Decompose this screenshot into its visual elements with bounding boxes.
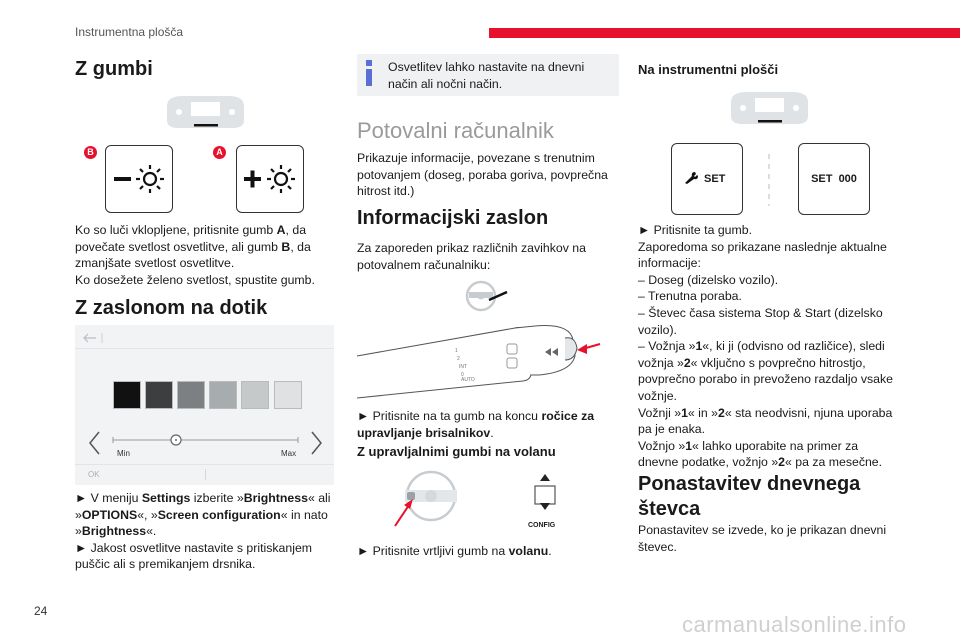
info-text: Osvetlitev lahko nastavite na dnevni način ali nočni način. — [388, 60, 585, 91]
wrench-icon — [684, 172, 698, 184]
minus-brightness-icon — [106, 146, 172, 212]
paragraph-wheel: ► Pritisnite vrtljivi gumb na volanu. — [357, 544, 552, 558]
heading-info-screen: Informacijski zaslon — [357, 207, 549, 229]
set-button — [671, 143, 743, 215]
paragraph-trip: Prikazuje informacije, povezane s trenutnim potovanjem (doseg, poraba goriva, povprečna hitrost itd.) — [357, 151, 608, 199]
paragraph-buttons: Ko so luči vklopljene, pritisnite gumb A, da povečate svetlost osvetlitve, ali gumb B, da zmanjšate svetlost osvetlitve. Ko dosežete želeno svetlost, spustite gumb. — [75, 223, 315, 287]
heading-reset-trip: Ponastavitev dnevnega števca — [638, 473, 861, 520]
dashboard-illustration — [727, 90, 812, 130]
plus-brightness-icon — [237, 146, 303, 212]
svg-text:2: 2 — [457, 356, 460, 362]
page-number: 24 — [34, 604, 48, 618]
steering-wheel-icon — [467, 282, 495, 310]
label-b: B — [84, 146, 97, 159]
config-button-icon — [530, 472, 560, 512]
paragraph-panel: ► Pritisnite ta gumb. Zaporedoma so prikazane naslednje aktualne informacije: – Doseg (dizelsko vozilo). – Trenutna poraba. – Števec časa sistema Stop & Start (dizelsko vozilo). – Vožnja »1«, ki ji (odvisno od različice), sledi vožnja »2« vključno s povprečno hitrostjo, povprečno porabo in prevoženo razdaljo vsake vožnje. Vožnji »1« in »2« sta neodvisni, njuna uporaba pa je enaka. Vožnjo »1« lahko uporabite na primer za dnevne podatke, vožnjo »2« pa za mesečne. — [638, 223, 893, 470]
brightness-swatch[interactable] — [145, 381, 173, 409]
brightness-swatch[interactable] — [209, 381, 237, 409]
left-arrow-icon — [90, 432, 99, 454]
ok-button[interactable]: OK — [88, 470, 100, 479]
brightness-swatch[interactable] — [274, 381, 302, 409]
paragraph-reset: Ponastavitev se izvede, ko je prikazan dnevni števec. — [638, 523, 887, 554]
wiper-stalk-illustration — [355, 278, 605, 408]
brightness-swatch[interactable] — [241, 381, 269, 409]
back-arrow-icon — [80, 330, 120, 346]
screen-divider — [75, 464, 334, 465]
dim-button-b — [105, 145, 173, 213]
screen-separator — [205, 469, 206, 480]
heading-touchscreen: Z zaslonom na dotik — [75, 297, 268, 319]
brightness-swatch[interactable] — [113, 381, 141, 409]
svg-text:1: 1 — [455, 348, 458, 354]
running-header: Instrumentna plošča — [75, 25, 184, 39]
down-arrow-icon — [540, 503, 550, 510]
dashboard-illustration — [163, 94, 248, 134]
set-display-label: SET 000 — [811, 173, 857, 185]
screen-divider — [75, 348, 334, 349]
set-label: SET — [704, 173, 726, 185]
svg-text:INT: INT — [459, 364, 468, 370]
brightness-swatch[interactable] — [177, 381, 205, 409]
set-display — [798, 143, 870, 215]
label-a: A — [213, 146, 226, 159]
heading-buttons: Z gumbi — [75, 58, 153, 80]
steering-wheel-controls-illustration — [393, 468, 473, 528]
brighten-button-a — [236, 145, 304, 213]
slider-min-label: Min — [117, 449, 130, 458]
config-label: CONFIG — [528, 522, 556, 529]
paragraph-info-screen: Za zaporeden prikaz različnih zavihkov na potovalnem računalniku: — [357, 241, 586, 272]
watermark: carmanualsonline.info — [682, 612, 907, 637]
dashed-separator — [765, 150, 773, 210]
paragraph-menu: ► V meniju Settings izberite »Brightness« ali »OPTIONS«, »Screen configuration« in nato »Brightness«. ► Jakost osvetlitve nastavite s pritiskanjem puščic ali s premikanjem drsnika. — [75, 491, 331, 572]
heading-trip-computer: Potovalni računalnik — [357, 118, 554, 143]
up-arrow-icon — [540, 474, 550, 481]
info-icon — [366, 60, 372, 86]
right-arrow-icon — [312, 432, 321, 454]
heading-wheel-controls: Z upravljalnimi gumbi na volanu — [357, 444, 556, 459]
svg-text:0: 0 — [461, 372, 464, 378]
header-accent-bar — [489, 28, 960, 38]
heading-instrument-panel: Na instrumentni plošči — [638, 62, 779, 77]
svg-text:AUTO: AUTO — [461, 377, 475, 383]
paragraph-stalk: ► Pritisnite na ta gumb na koncu ročice za upravljanje brisalnikov. — [357, 409, 595, 440]
slider-max-label: Max — [281, 449, 297, 458]
